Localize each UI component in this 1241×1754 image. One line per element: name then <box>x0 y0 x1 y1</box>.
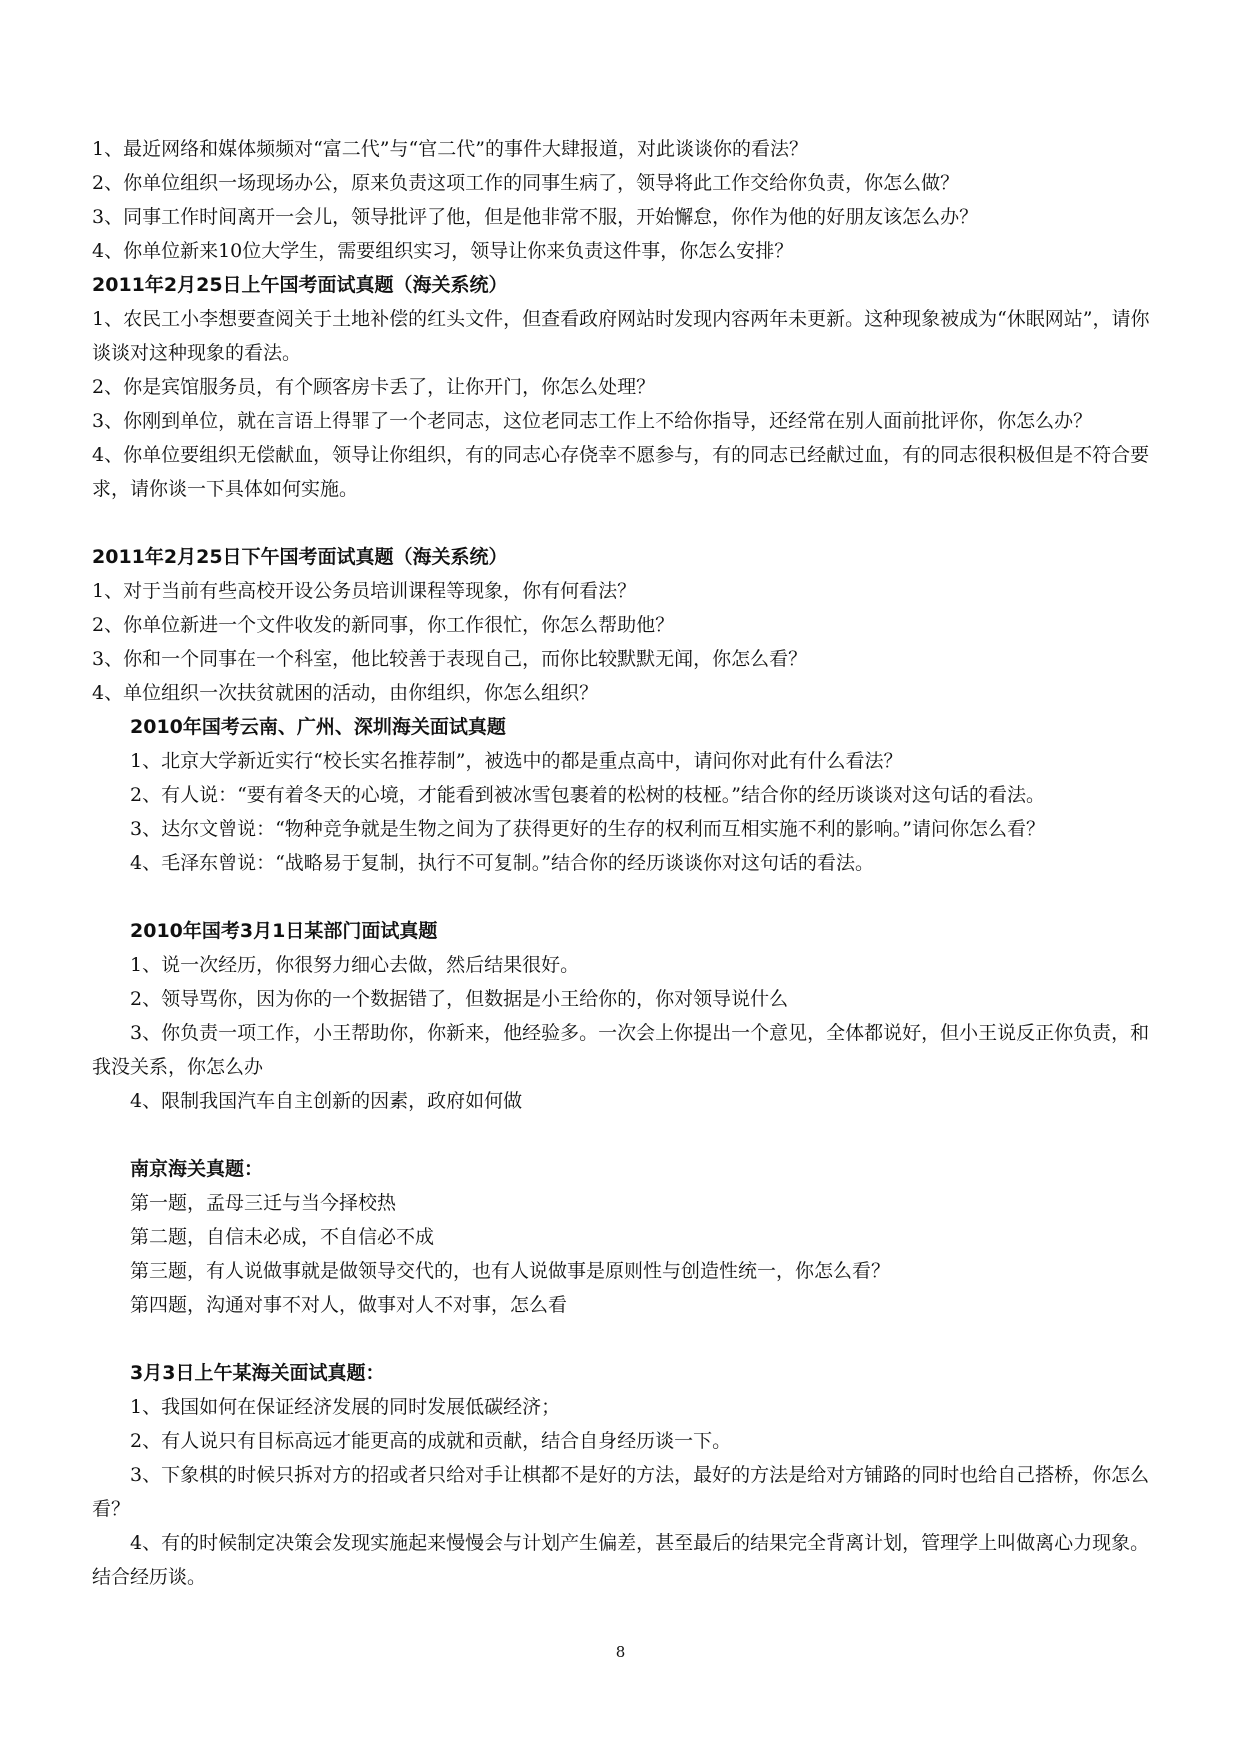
question-item: 3、你和一个同事在一个科室，他比较善于表现自己，而你比较默默无闻，你怎么看？ <box>92 648 808 670</box>
question-item: 1、北京大学新近实行“校长实名推荐制”，被选中的都是重点高中，请问你对此有什么看法？ <box>130 750 903 772</box>
question-item: 3、下象棋的时候只拆对方的招或者只给对手让棋都不是好的方法，最好的方法是给对方铺路的同时也给自己搭桥，你怎么看？ <box>92 1464 1150 1520</box>
question-item: 3、你负责一项工作，小王帮助你，你新来，他经验多。一次会上你提出一个意见，全体都说好，但小王说反正你负责，和我没关系，你怎么办 <box>92 1022 1150 1078</box>
paragraph-gap <box>92 506 1152 540</box>
question-item: 4、你单位新来10位大学生，需要组织实习，领导让你来负责这件事，你怎么安排？ <box>92 240 794 262</box>
question-item: 4、有的时候制定决策会发现实施起来慢慢会与计划产生偏差，甚至最后的结果完全背离计划，管理学上叫做离心力现象。结合经历谈。 <box>92 1532 1150 1588</box>
question-item: 2、你单位新进一个文件收发的新同事，你工作很忙，你怎么帮助他？ <box>92 614 675 636</box>
section-heading: 2011年2月25日上午国考面试真题（海关系统） <box>92 274 508 296</box>
question-item: 2、领导骂你，因为你的一个数据错了，但数据是小王给你的，你对领导说什么 <box>130 988 789 1010</box>
paragraph-gap <box>92 880 1152 914</box>
question-item: 4、你单位要组织无偿献血，领导让你组织，有的同志心存侥幸不愿参与，有的同志已经献过血，有的同志很积极但是不符合要求，请你谈一下具体如何实施。 <box>92 444 1150 500</box>
question-item: 第四题，沟通对事不对人，做事对人不对事，怎么看 <box>130 1294 568 1316</box>
question-item: 2、你单位组织一场现场办公，原来负责这项工作的同事生病了，领导将此工作交给你负责，你怎么做？ <box>92 172 960 194</box>
question-item: 3、你刚到单位，就在言语上得罪了一个老同志，这位老同志工作上不给你指导，还经常在别人面前批评你，你怎么办？ <box>92 410 1093 432</box>
question-item: 1、我国如何在保证经济发展的同时发展低碳经济； <box>130 1396 561 1418</box>
question-item: 1、说一次经历，你很努力细心去做，然后结果很好。 <box>130 954 580 976</box>
question-item: 1、最近网络和媒体频频对“富二代”与“官二代”的事件大肆报道，对此谈谈你的看法？ <box>92 138 808 160</box>
question-item: 第三题，有人说做事就是做领导交代的，也有人说做事是原则性与创造性统一，你怎么看？ <box>130 1260 891 1282</box>
section-heading: 3月3日上午某海关面试真题： <box>130 1362 385 1384</box>
question-item: 4、毛泽东曾说：“战略易于复制，执行不可复制。”结合你的经历谈谈你对这句话的看法。 <box>130 852 875 874</box>
question-item: 4、限制我国汽车自主创新的因素，政府如何做 <box>130 1090 523 1112</box>
paragraph-gap <box>92 1118 1152 1152</box>
page-number: 8 <box>615 1643 626 1661</box>
question-item: 第二题，自信未必成，不自信必不成 <box>130 1226 435 1248</box>
question-item: 1、农民工小李想要查阅关于土地补偿的红头文件，但查看政府网站时发现内容两年未更新。这种现象被成为“休眠网站”，请你谈谈对这种现象的看法。 <box>92 308 1150 364</box>
question-item: 2、有人说：“要有着冬天的心境，才能看到被冰雪包裹着的松树的枝桠。”结合你的经历谈谈对这句话的看法。 <box>130 784 1046 806</box>
question-item: 1、对于当前有些高校开设公务员培训课程等现象，你有何看法？ <box>92 580 637 602</box>
section-heading: 2010年国考云南、广州、深圳海关面试真题 <box>130 716 506 738</box>
section-heading: 2011年2月25日下午国考面试真题（海关系统） <box>92 546 508 568</box>
paragraph-gap <box>92 1322 1152 1356</box>
question-item: 3、达尔文曾说：“物种竞争就是生物之间为了获得更好的生存的权利而互相实施不利的影响。”请问你怎么看？ <box>130 818 1046 840</box>
question-item: 2、你是宾馆服务员，有个顾客房卡丢了，让你开门，你怎么处理？ <box>92 376 656 398</box>
question-item: 4、单位组织一次扶贫就困的活动，由你组织，你怎么组织？ <box>92 682 599 704</box>
section-heading: 南京海关真题： <box>130 1158 264 1180</box>
section-heading: 2010年国考3月1日某部门面试真题 <box>130 920 438 942</box>
document-body <box>92 132 1152 1594</box>
question-item: 2、有人说只有目标高远才能更高的成就和贡献，结合自身经历谈一下。 <box>130 1430 732 1452</box>
question-item: 3、同事工作时间离开一会儿，领导批评了他，但是他非常不服，开始懈怠，你作为他的好朋友该怎么办？ <box>92 206 979 228</box>
question-item: 第一题，孟母三迁与当今择校热 <box>130 1192 397 1214</box>
